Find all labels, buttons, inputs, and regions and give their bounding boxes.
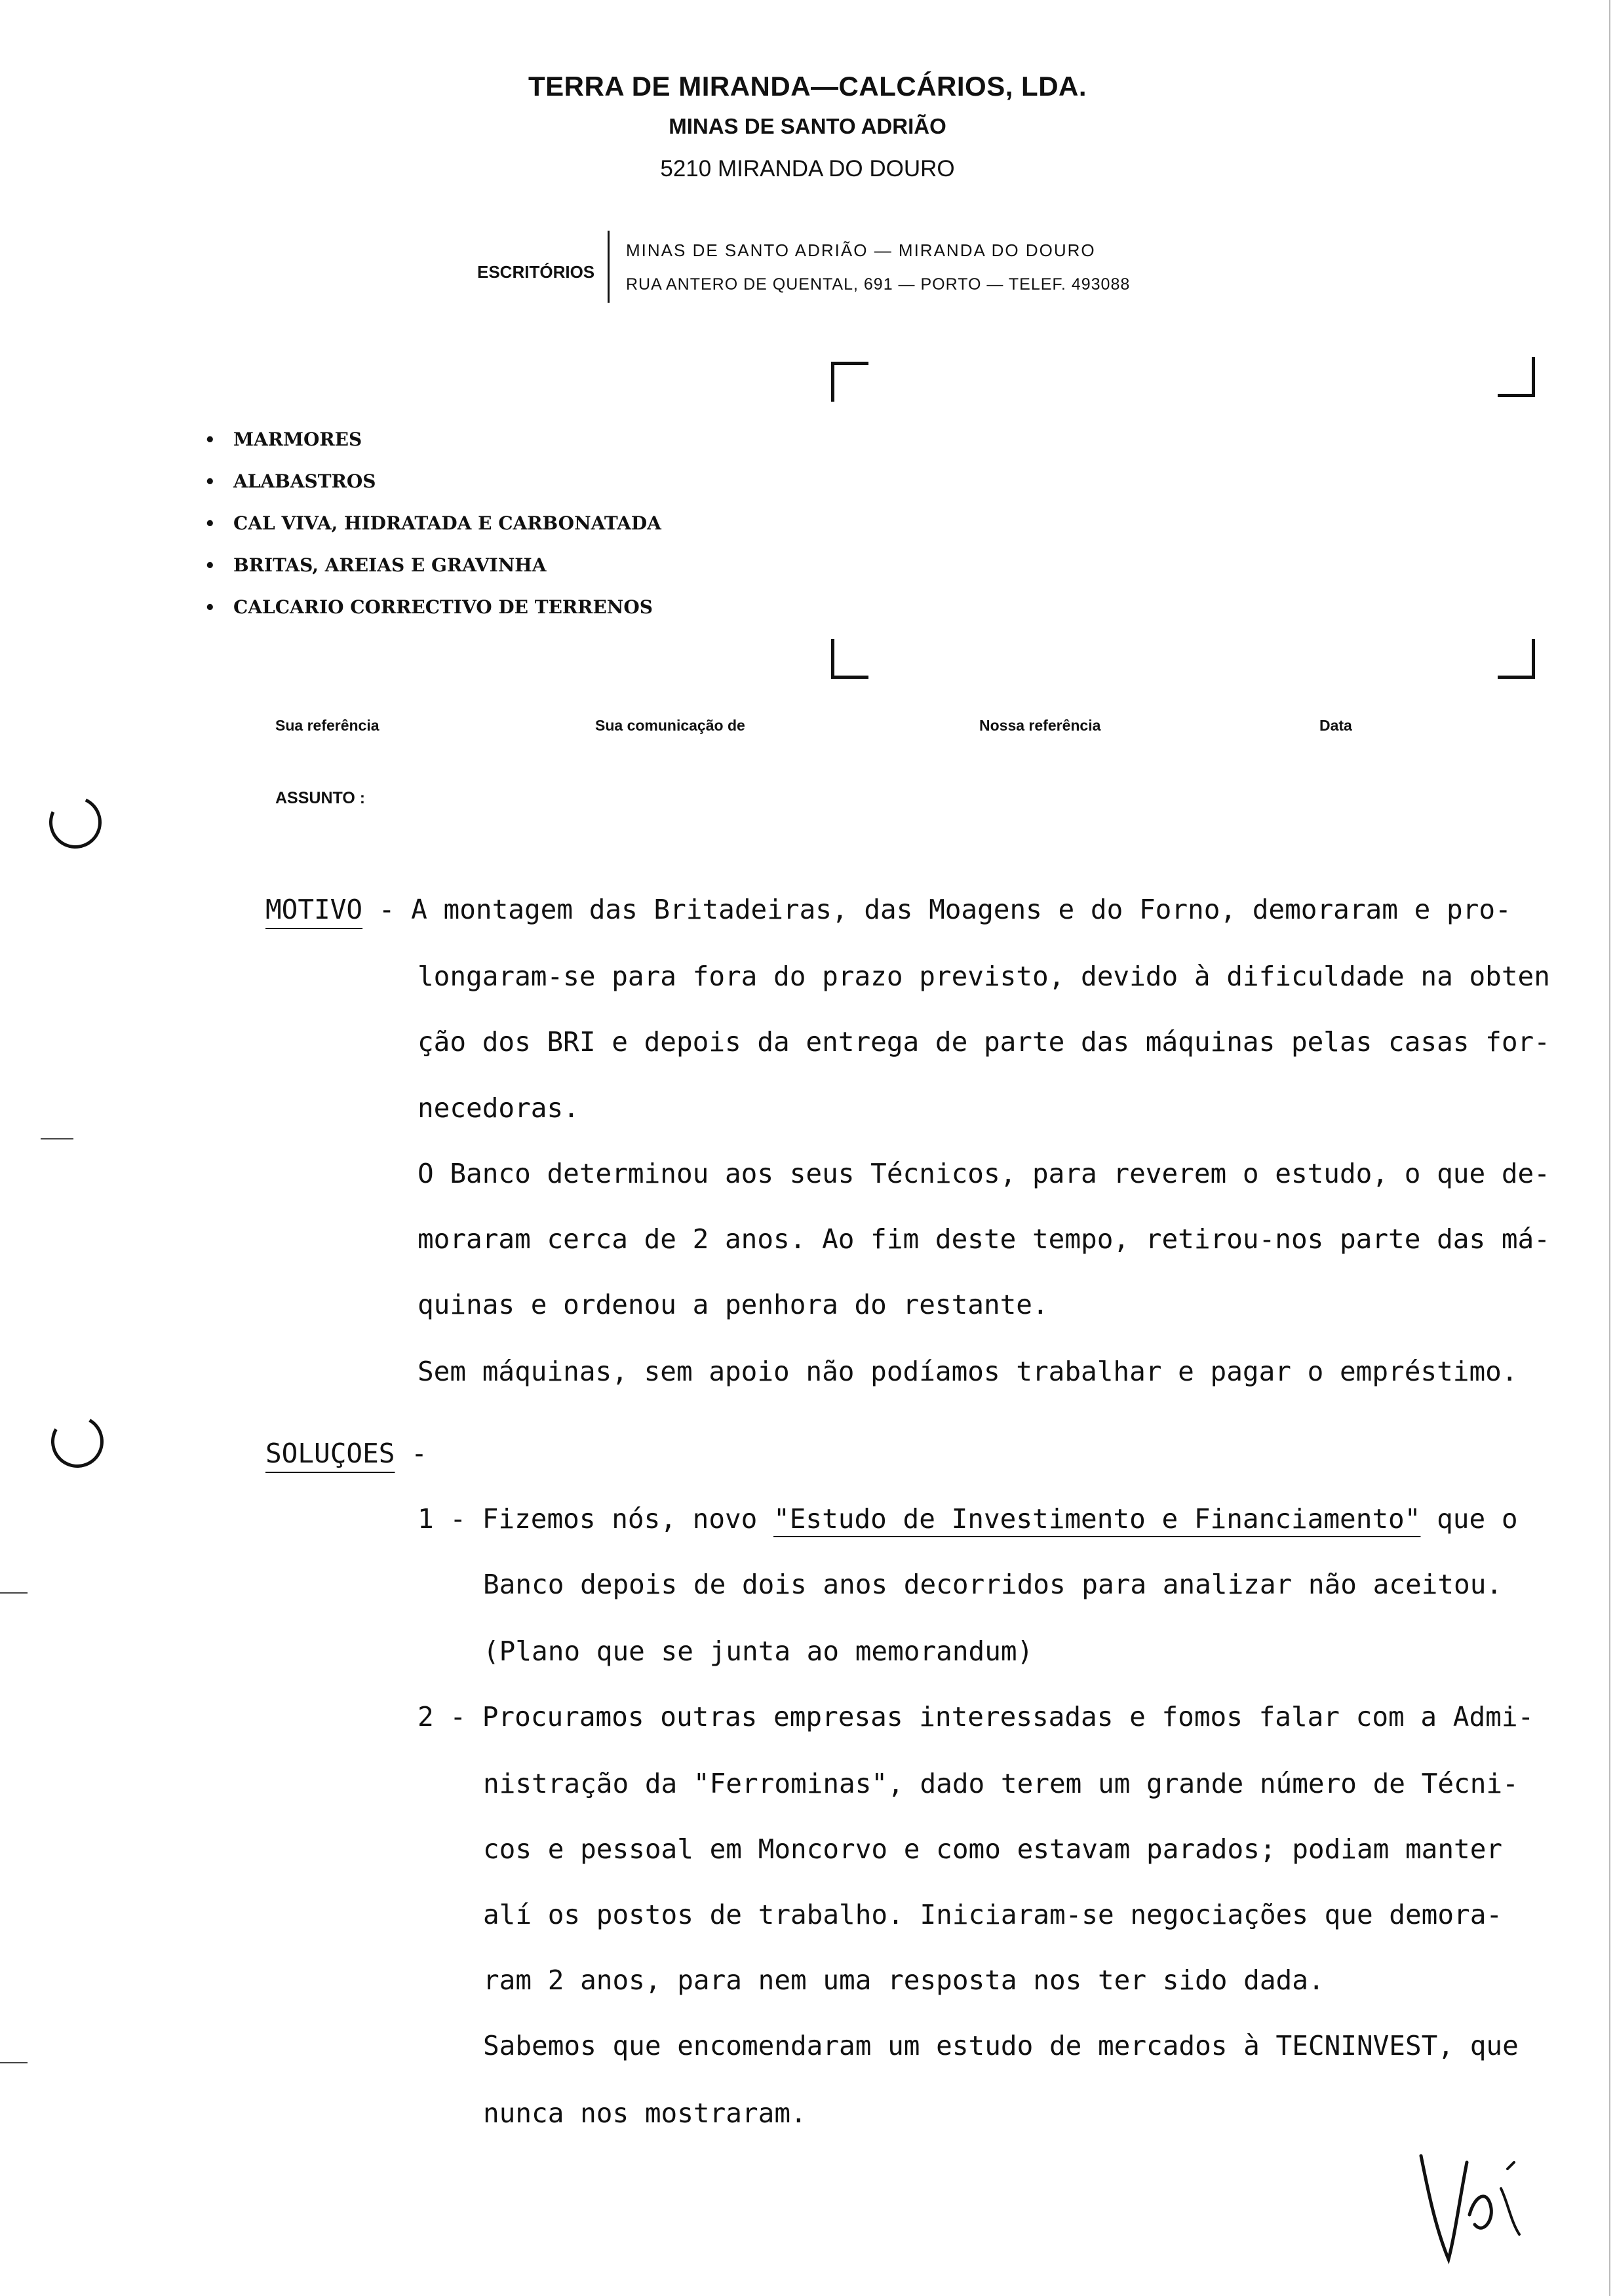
office-address-1: MINAS DE SANTO ADRIÃO — MIRANDA DO DOURO — [626, 240, 1096, 260]
study-title: "Estudo de Investimento e Financiamento" — [773, 1503, 1421, 1535]
paragraph-line: nunca nos mostraram. — [483, 2097, 807, 2129]
list-item: • BRITAS, AREIAS E GRAVINHA — [204, 549, 661, 591]
address-window-corner-bottom-right — [1498, 639, 1535, 679]
bullet-icon: • — [204, 430, 216, 450]
paragraph-line: A montagem das Britadeiras, das Moagens e do Forno, demoraram e pro- — [411, 894, 1511, 925]
address-window-corner-top-left — [831, 362, 868, 402]
paragraph-line: ram 2 anos, para nem uma resposta nos ter sido dada. — [483, 1964, 1325, 1996]
address-window-corner-bottom-left — [831, 639, 868, 679]
paragraph-line: Sabemos que encomendaram um estudo de mercados à TECNINVEST, que — [483, 2030, 1519, 2061]
paragraph-line: necedoras. — [418, 1092, 579, 1124]
field-sua-referencia: Sua referência — [275, 717, 379, 734]
paragraph-line: ção dos BRI e depois da entrega de parte das máquinas pelas casas for- — [418, 1026, 1550, 1058]
bullet-icon: • — [204, 472, 216, 492]
paragraph-line: Banco depois de dois anos decorridos para analizar não aceitou. — [483, 1569, 1503, 1600]
bullet-icon: • — [204, 514, 216, 534]
solucao-item-1: 1 - Fizemos nós, novo "Estudo de Investimento e Financiamento" que o — [418, 1503, 1518, 1535]
bullet-icon: • — [204, 556, 216, 576]
solucao-item-2: 2 - Procuramos outras empresas interessadas e fomos falar com a Admi- — [418, 1701, 1534, 1732]
field-sua-comunicacao: Sua comunicação de — [595, 717, 745, 734]
paragraph-line: O Banco determinou aos seus Técnicos, para reverem o estudo, o que de- — [418, 1158, 1550, 1189]
list-item: • ALABASTROS — [204, 465, 661, 507]
page-edge-rule — [1609, 0, 1610, 2296]
field-nossa-referencia: Nossa referência — [979, 717, 1101, 734]
company-city: 5210 MIRANDA DO DOURO — [660, 156, 955, 182]
margin-tick — [0, 1592, 28, 1594]
punch-hole-mark — [42, 789, 109, 856]
paragraph-line: cos e pessoal em Moncorvo e como estavam parados; podiam manter — [483, 1833, 1503, 1865]
punch-hole-mark — [45, 1409, 109, 1474]
offices-label: ESCRITÓRIOS — [477, 262, 595, 282]
offices-divider — [608, 231, 610, 303]
address-window-corner-top-right — [1498, 357, 1535, 397]
paragraph-line: quinas e ordenou a penhora do restante. — [418, 1289, 1049, 1320]
field-assunto: ASSUNTO : — [275, 789, 366, 807]
margin-tick — [41, 1138, 73, 1139]
list-item: • MARMORES — [204, 423, 661, 465]
list-item: • CALCARIO CORRECTIVO DE TERRENOS — [204, 591, 661, 633]
bullet-icon: • — [204, 598, 216, 618]
paragraph-line: longaram-se para fora do prazo previsto, devido à dificuldade na obten — [418, 961, 1550, 992]
company-name: TERRA DE MIRANDA—CALCÁRIOS, LDA. — [528, 71, 1087, 102]
paragraph-line: Sem máquinas, sem apoio não podíamos trabalhar e pagar o empréstimo. — [418, 1356, 1518, 1387]
motivo-heading-line: MOTIVO - A montagem das Britadeiras, das Moagens e do Forno, demoraram e pro- — [265, 894, 1511, 925]
field-data: Data — [1319, 717, 1352, 734]
motivo-label: MOTIVO — [265, 894, 363, 925]
list-item: • CAL VIVA, HIDRATADA E CARBONATADA — [204, 507, 661, 549]
handwritten-initials — [1409, 2149, 1534, 2267]
products-list — [204, 423, 661, 633]
office-address-2: RUA ANTERO DE QUENTAL, 691 — PORTO — TELEF. 493088 — [626, 275, 1131, 294]
margin-tick — [0, 2062, 28, 2063]
paragraph-line: alí os postos de trabalho. Iniciaram-se negociações que demora- — [483, 1899, 1503, 1930]
paragraph-line: moraram cerca de 2 anos. Ao fim deste tempo, retirou-nos parte das má- — [418, 1223, 1550, 1255]
solucoes-heading-line: SOLUÇOES - — [265, 1438, 427, 1469]
paragraph-line: (Plano que se junta ao memorandum) — [483, 1636, 1034, 1667]
paragraph-line: nistração da "Ferrominas", dado terem um grande número de Técni- — [483, 1768, 1519, 1799]
company-subtitle: MINAS DE SANTO ADRIÃO — [669, 114, 946, 138]
solucoes-label: SOLUÇOES — [265, 1438, 395, 1469]
